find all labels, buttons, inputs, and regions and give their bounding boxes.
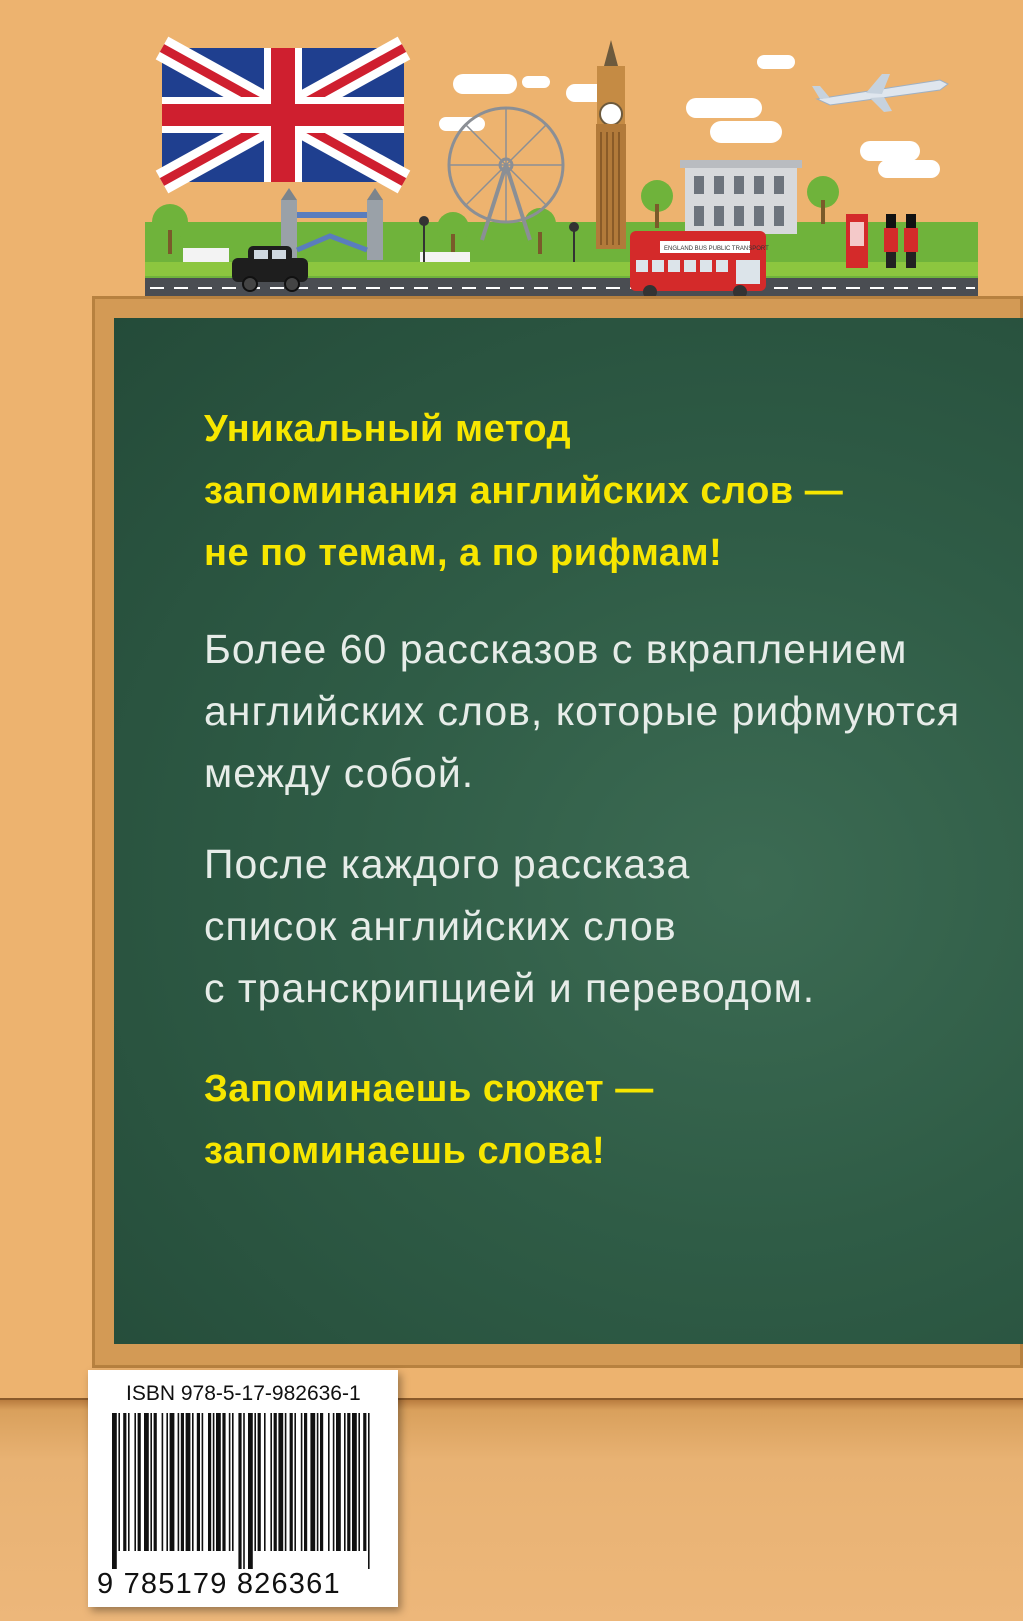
barcode-bar [363,1413,366,1551]
clouds [439,55,940,178]
barcode-bar [181,1413,184,1551]
barcode-bar [178,1413,180,1551]
description-paragraph-2: После каждого рассказа список английских слов с транскрипцией и переводом. [204,841,816,1011]
barcode-bar [248,1413,253,1569]
isbn-number: ISBN 978-5-17-982636-1 [126,1382,361,1405]
barcode-bar [134,1413,136,1551]
barcode-bar [112,1413,117,1569]
barcode-bar [285,1413,287,1551]
london-skyline-illustration [0,0,1023,300]
uk-flag-icon [162,48,404,182]
barcode-bar [162,1413,164,1551]
barcode-bar [128,1413,130,1551]
barcode-bar [222,1413,225,1551]
headline: Уникальный метод запоминания английских слов — не по темам, а по рифмам! [204,408,844,574]
double-decker-bus-icon [630,231,769,299]
bus-sign: ENGLAND BUS PUBLIC TRANSPORT [664,246,769,252]
barcode-bar [310,1413,315,1551]
barcode-bar [264,1413,266,1551]
barcode-bar [274,1413,277,1551]
barcode-bar [328,1413,330,1551]
barcode-bar [213,1413,215,1551]
barcode-bar [118,1413,120,1551]
barcode-bar [368,1413,370,1569]
barcode-bar [216,1413,221,1551]
building-icon [680,160,802,234]
barcode-bar [243,1413,245,1569]
barcode-bar [170,1413,175,1551]
barcode-bar [352,1413,357,1551]
barcode-bar [254,1413,256,1551]
barcode-bar [317,1413,319,1551]
barcode-bar [197,1413,200,1551]
barcode-bar [123,1413,126,1551]
barcode-bar [138,1413,141,1551]
barcode-bar [166,1413,168,1551]
barcode-bar [229,1413,231,1551]
barcode-bar [258,1413,261,1551]
barcode-bar [192,1413,194,1551]
barcode-bar [202,1413,204,1551]
barcode-bar [232,1413,234,1551]
barcode-bar [270,1413,272,1551]
barcode-bar [154,1413,157,1551]
barcode-bar [294,1413,296,1551]
closing-slogan: Запоминаешь сюжет — запоминаешь слова! [204,1068,654,1172]
barcode-bar [347,1413,350,1551]
barcode-bar [320,1413,323,1551]
barcode [106,1413,380,1569]
barcode-bar [304,1413,307,1551]
barcode-bar [186,1413,191,1551]
barcode-bar [301,1413,303,1551]
description-paragraph-1: Более 60 рассказов с вкраплением английских слов, которые рифмуются между собой. [204,626,961,796]
barcode-bar [333,1413,335,1551]
barcode-bar [290,1413,293,1551]
barcode-bar [278,1413,283,1551]
barcode-bar [238,1413,241,1569]
phone-box-icon [846,214,868,268]
barcode-digits: 9 785179 826361 [97,1568,341,1600]
barcode-bar [144,1413,149,1551]
barcode-bar [336,1413,341,1551]
barcode-bar [358,1413,360,1551]
airplane-icon [812,74,948,112]
barcode-bar [208,1413,211,1551]
big-ben-icon [596,40,626,249]
barcode-bar [150,1413,152,1551]
barcode-bar [344,1413,346,1551]
